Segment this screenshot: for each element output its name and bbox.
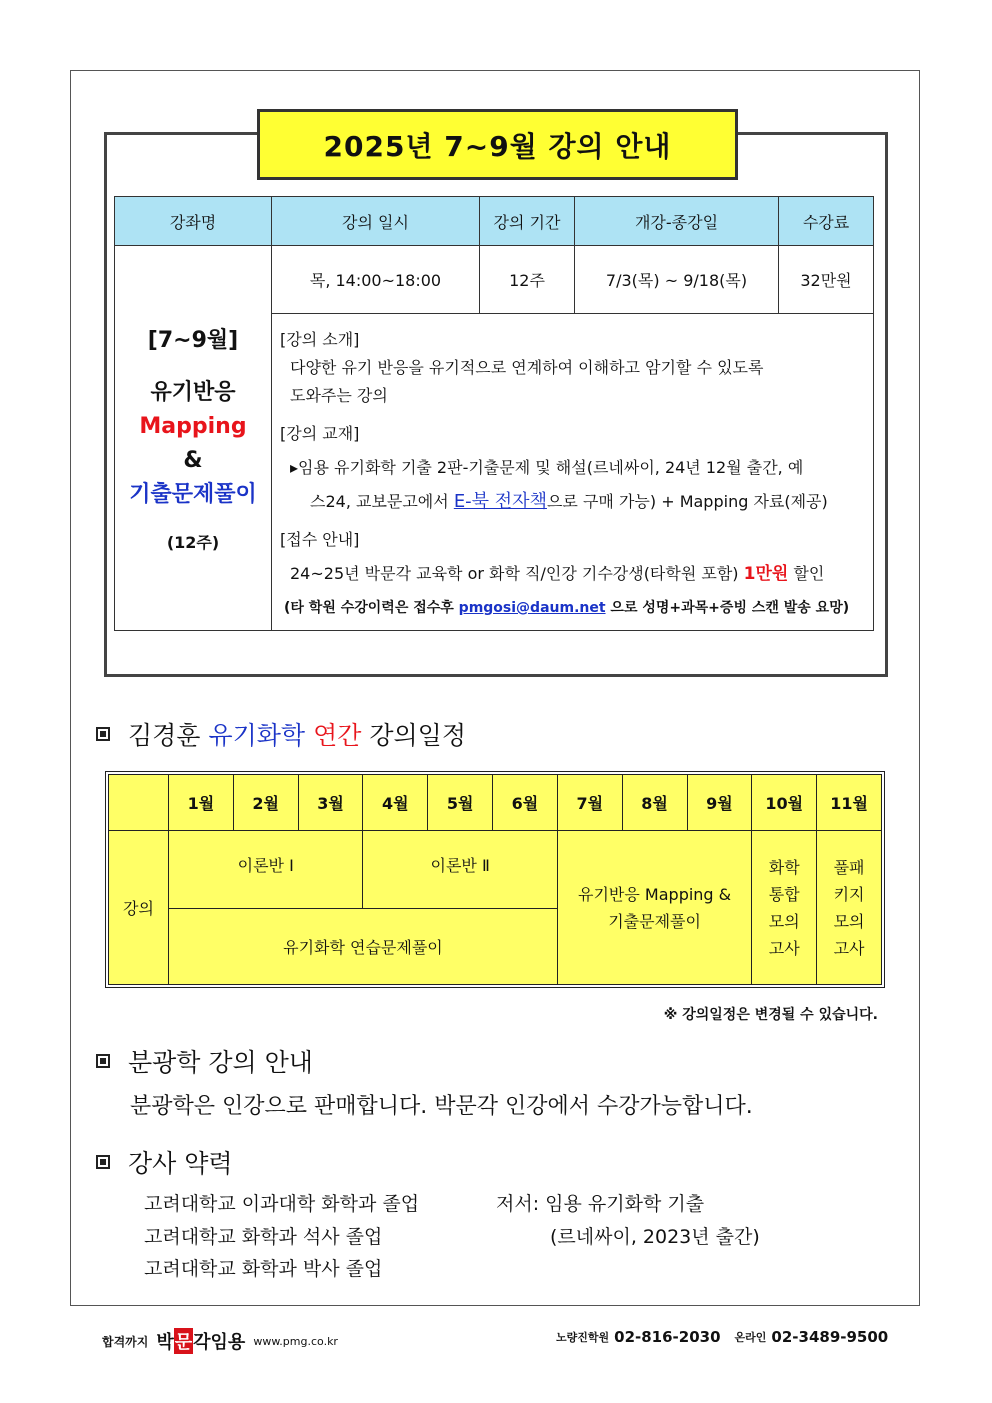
nov-line-2: 키지 xyxy=(833,884,865,904)
square-bullet-icon xyxy=(96,1155,110,1169)
square-bullet-icon xyxy=(96,1054,110,1068)
header-course: 강좌명 xyxy=(115,197,272,246)
header-fee: 수강료 xyxy=(779,197,874,246)
section1-subject: 유기화학 xyxy=(208,721,306,750)
month-6: 6월 xyxy=(493,775,558,831)
career-item-1: 고려대학교 이과대학 화학과 졸업 xyxy=(144,1193,420,1215)
nov-line-3: 모의 xyxy=(833,911,865,931)
annual-schedule-table-border xyxy=(105,771,885,988)
registration-text-1a: 24~25년 박문각 교육학 or 화학 직/인강 기수강생(타학원 포함) xyxy=(290,564,744,583)
section2-title: 분광학 강의 안내 xyxy=(128,1048,313,1077)
brand-logo-part-a: 박 xyxy=(156,1332,174,1353)
oct-line-2: 통합 xyxy=(768,884,800,904)
square-bullet-icon xyxy=(96,727,110,741)
section1-instructor: 김경훈 xyxy=(128,721,201,750)
oct-line-3: 모의 xyxy=(768,911,800,931)
corner-cell xyxy=(109,775,169,831)
career-item-2: 고려대학교 화학과 석사 졸업 xyxy=(144,1226,383,1248)
mapping-class xyxy=(557,831,751,985)
section1-label: 강의일정 xyxy=(369,721,466,750)
book-title: 저서: 임용 유기화학 기출 xyxy=(496,1193,705,1215)
ebook-link[interactable]: E-북 전자책 xyxy=(453,491,547,512)
textbook-text-2 xyxy=(280,488,861,516)
section1-annual: 연간 xyxy=(313,721,362,750)
course-name-1: 유기반응 xyxy=(150,380,236,405)
header-schedule: 강의 일시 xyxy=(272,197,480,246)
month-2: 2월 xyxy=(233,775,298,831)
description-cell xyxy=(272,314,874,631)
book-publisher: (르네싸이, 2023년 출간) xyxy=(550,1226,760,1248)
brand-logo-part-c: 각 xyxy=(193,1332,211,1353)
month-4: 4월 xyxy=(363,775,428,831)
spectroscopy-text: 분광학은 인강으로 판매합니다. 박문각 인강에서 수강가능합니다. xyxy=(130,1094,753,1119)
month-8: 8월 xyxy=(622,775,687,831)
course-name-2: Mapping xyxy=(139,414,247,439)
section-spectroscopy-heading xyxy=(96,1043,313,1079)
oct-line-4: 고사 xyxy=(768,938,800,958)
registration-title: [접수 안내] xyxy=(280,530,360,549)
theory-class-1: 이론반 Ⅰ xyxy=(169,831,363,909)
textbook-title: [강의 교재] xyxy=(280,424,360,443)
mapping-class-line-1: 유기반응 Mapping & xyxy=(578,884,732,904)
section-annual-schedule-heading xyxy=(96,716,466,752)
registration-text-2 xyxy=(280,594,861,622)
month-row xyxy=(109,775,882,831)
mock-exam-oct xyxy=(752,831,817,985)
course-name-4: 기출문제풀이 xyxy=(129,482,257,507)
month-11: 11월 xyxy=(817,775,882,831)
course-row xyxy=(115,246,874,314)
intro-text-2: 도와주는 강의 xyxy=(290,386,388,405)
section-career-heading xyxy=(96,1144,233,1180)
course-period: [7~9월] xyxy=(147,328,239,353)
nov-line-4: 고사 xyxy=(833,938,865,958)
registration-text-2a: (타 학원 수강이력은 접수후 xyxy=(284,600,459,616)
month-7: 7월 xyxy=(557,775,622,831)
month-1: 1월 xyxy=(169,775,234,831)
schedule-row-1 xyxy=(109,831,882,909)
intro-title: [강의 소개] xyxy=(280,330,360,349)
annual-schedule-table xyxy=(108,774,882,985)
footer-brand xyxy=(102,1328,338,1354)
course-weeks: (12주) xyxy=(166,533,220,552)
theory-class-2: 이론반 Ⅱ xyxy=(363,831,557,909)
footer-url[interactable]: www.pmg.co.kr xyxy=(253,1334,338,1348)
campus-phone: 02-816-2030 xyxy=(614,1328,721,1346)
nov-line-1: 풀패 xyxy=(833,857,865,877)
month-5: 5월 xyxy=(428,775,493,831)
mock-exam-nov xyxy=(817,831,882,985)
oct-line-1: 화학 xyxy=(768,857,800,877)
footer-slogan: 합격까지 xyxy=(102,1334,149,1349)
online-phone: 02-3489-9500 xyxy=(771,1328,889,1346)
header-dates: 개강-종강일 xyxy=(575,197,779,246)
email-link[interactable]: pmgosi@daum.net xyxy=(458,600,606,616)
section3-title: 강사 약력 xyxy=(128,1149,233,1178)
dates-cell: 7/3(목) ~ 9/18(목) xyxy=(575,246,779,314)
online-label: 온라인 xyxy=(734,1331,767,1344)
career-item-3: 고려대학교 화학과 박사 졸업 xyxy=(144,1258,383,1280)
brand-logo xyxy=(156,1328,245,1354)
registration-text-1 xyxy=(280,560,861,588)
month-10: 10월 xyxy=(752,775,817,831)
schedule-note: ※ 강의일정은 변경될 수 있습니다. xyxy=(663,1007,878,1023)
fee-cell: 32만원 xyxy=(779,246,874,314)
brand-logo-part-d: 임용 xyxy=(210,1332,246,1353)
month-3: 3월 xyxy=(298,775,363,831)
textbook-text-2b: 으로 구매 가능) + Mapping 자료(제공) xyxy=(546,492,828,511)
registration-text-2b: 으로 성명+과목+증빙 스캔 발송 요망) xyxy=(605,600,850,616)
mapping-class-line-2: 기출문제풀이 xyxy=(608,911,701,931)
registration-text-1b: 할인 xyxy=(788,564,825,583)
course-name-3: & xyxy=(183,448,203,473)
month-9: 9월 xyxy=(687,775,752,831)
header-duration: 강의 기간 xyxy=(480,197,575,246)
discount-amount: 1만원 xyxy=(743,564,789,584)
footer-contacts xyxy=(556,1328,888,1346)
course-info-table xyxy=(114,196,874,631)
row-label-lecture: 강의 xyxy=(109,831,169,985)
page-title: 2025년 7~9월 강의 안내 xyxy=(257,109,738,180)
campus-label: 노량진학원 xyxy=(556,1331,610,1344)
textbook-text-1: ▸임용 유기화학 기출 2판-기출문제 및 해설(르네싸이, 24년 12월 출간, 예 xyxy=(290,458,804,477)
duration-cell: 12주 xyxy=(480,246,575,314)
course-name-cell xyxy=(115,246,272,631)
intro-text-1: 다양한 유기 반응을 유기적으로 연계하여 이해하고 암기할 수 있도록 xyxy=(290,358,764,377)
textbook-text-2a: 스24, 교보문고에서 xyxy=(310,492,454,511)
practice-class: 유기화학 연습문제풀이 xyxy=(169,909,558,985)
header-row xyxy=(115,197,874,246)
brand-logo-part-b: 문 xyxy=(174,1328,193,1354)
schedule-cell: 목, 14:00~18:00 xyxy=(272,246,480,314)
